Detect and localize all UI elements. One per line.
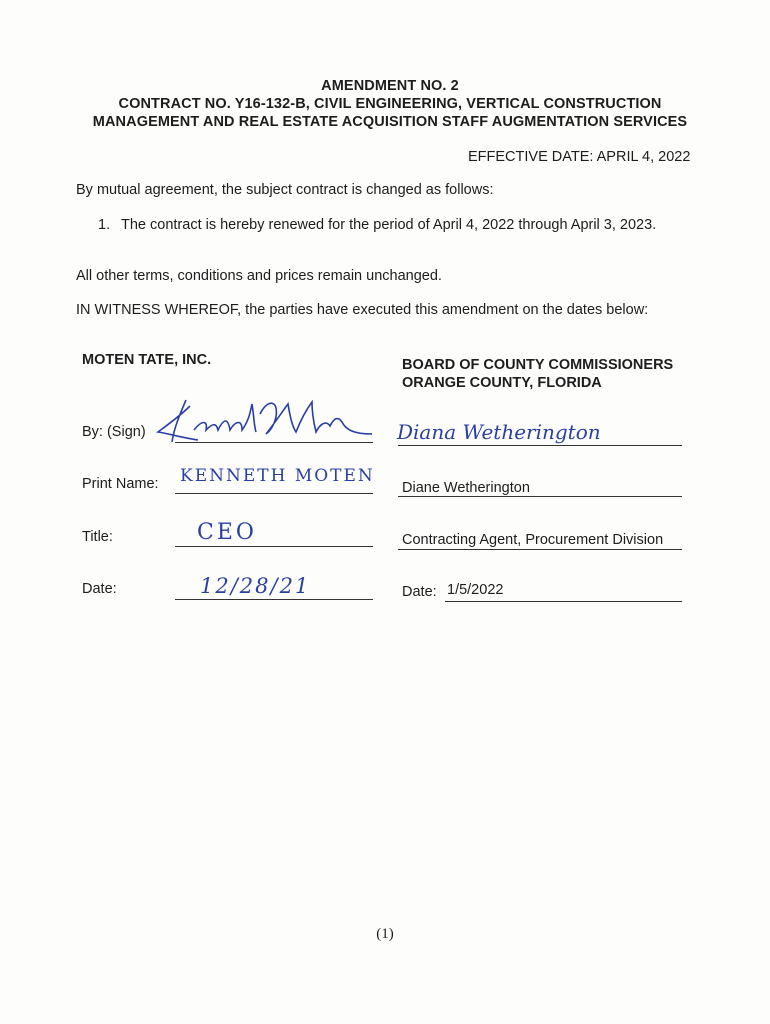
title-label: Title: bbox=[82, 529, 113, 545]
left-title-line bbox=[175, 546, 373, 547]
page-number: (1) bbox=[376, 926, 394, 942]
right-signature-line bbox=[398, 445, 682, 446]
left-date-line bbox=[175, 599, 373, 600]
print-name-label: Print Name: bbox=[82, 476, 159, 492]
unchanged-text: All other terms, conditions and prices remain unchanged. bbox=[76, 268, 442, 284]
left-print-name: KENNETH MOTEN bbox=[180, 466, 375, 486]
item-text: The contract is hereby renewed for the period of April 4, 2022 through April 3, 2023. bbox=[121, 217, 657, 233]
right-print-name-line bbox=[398, 496, 682, 497]
right-signature: Diana Wetherington bbox=[397, 420, 601, 444]
right-title: Contracting Agent, Procurement Division bbox=[402, 532, 664, 548]
left-party-name: MOTEN TATE, INC. bbox=[82, 352, 212, 368]
amendment-title: AMENDMENT NO. 2 bbox=[321, 78, 459, 94]
right-date-label: Date: bbox=[402, 584, 437, 600]
left-signature-stroke-name bbox=[194, 402, 372, 434]
left-signature-stroke-k bbox=[158, 400, 198, 442]
effective-date: EFFECTIVE DATE: APRIL 4, 2022 bbox=[468, 149, 691, 165]
item-number: 1. bbox=[98, 217, 111, 233]
left-date-label: Date: bbox=[82, 581, 117, 597]
left-signature-line bbox=[175, 442, 373, 443]
left-print-name-line bbox=[175, 493, 373, 494]
by-sign-label: By: (Sign) bbox=[82, 424, 146, 440]
right-date: 1/5/2022 bbox=[447, 582, 504, 598]
contract-title-line2: MANAGEMENT AND REAL ESTATE ACQUISITION STAFF AUGMENTATION SERVICES bbox=[92, 114, 688, 130]
right-title-line bbox=[398, 549, 682, 550]
right-party-name-line2: ORANGE COUNTY, FLORIDA bbox=[402, 375, 602, 391]
intro-text: By mutual agreement, the subject contract is changed as follows: bbox=[76, 182, 494, 198]
right-party-name-line1: BOARD OF COUNTY COMMISSIONERS bbox=[402, 357, 674, 373]
witness-text: IN WITNESS WHEREOF, the parties have executed this amendment on the dates below: bbox=[76, 302, 649, 318]
left-title: CEO bbox=[197, 520, 257, 545]
right-print-name: Diane Wetherington bbox=[402, 480, 530, 496]
left-date: 12/28/21 bbox=[200, 574, 311, 598]
right-date-line bbox=[445, 601, 682, 602]
contract-title-line1: CONTRACT NO. Y16-132-B, CIVIL ENGINEERING, VERTICAL CONSTRUCTION bbox=[118, 96, 662, 112]
